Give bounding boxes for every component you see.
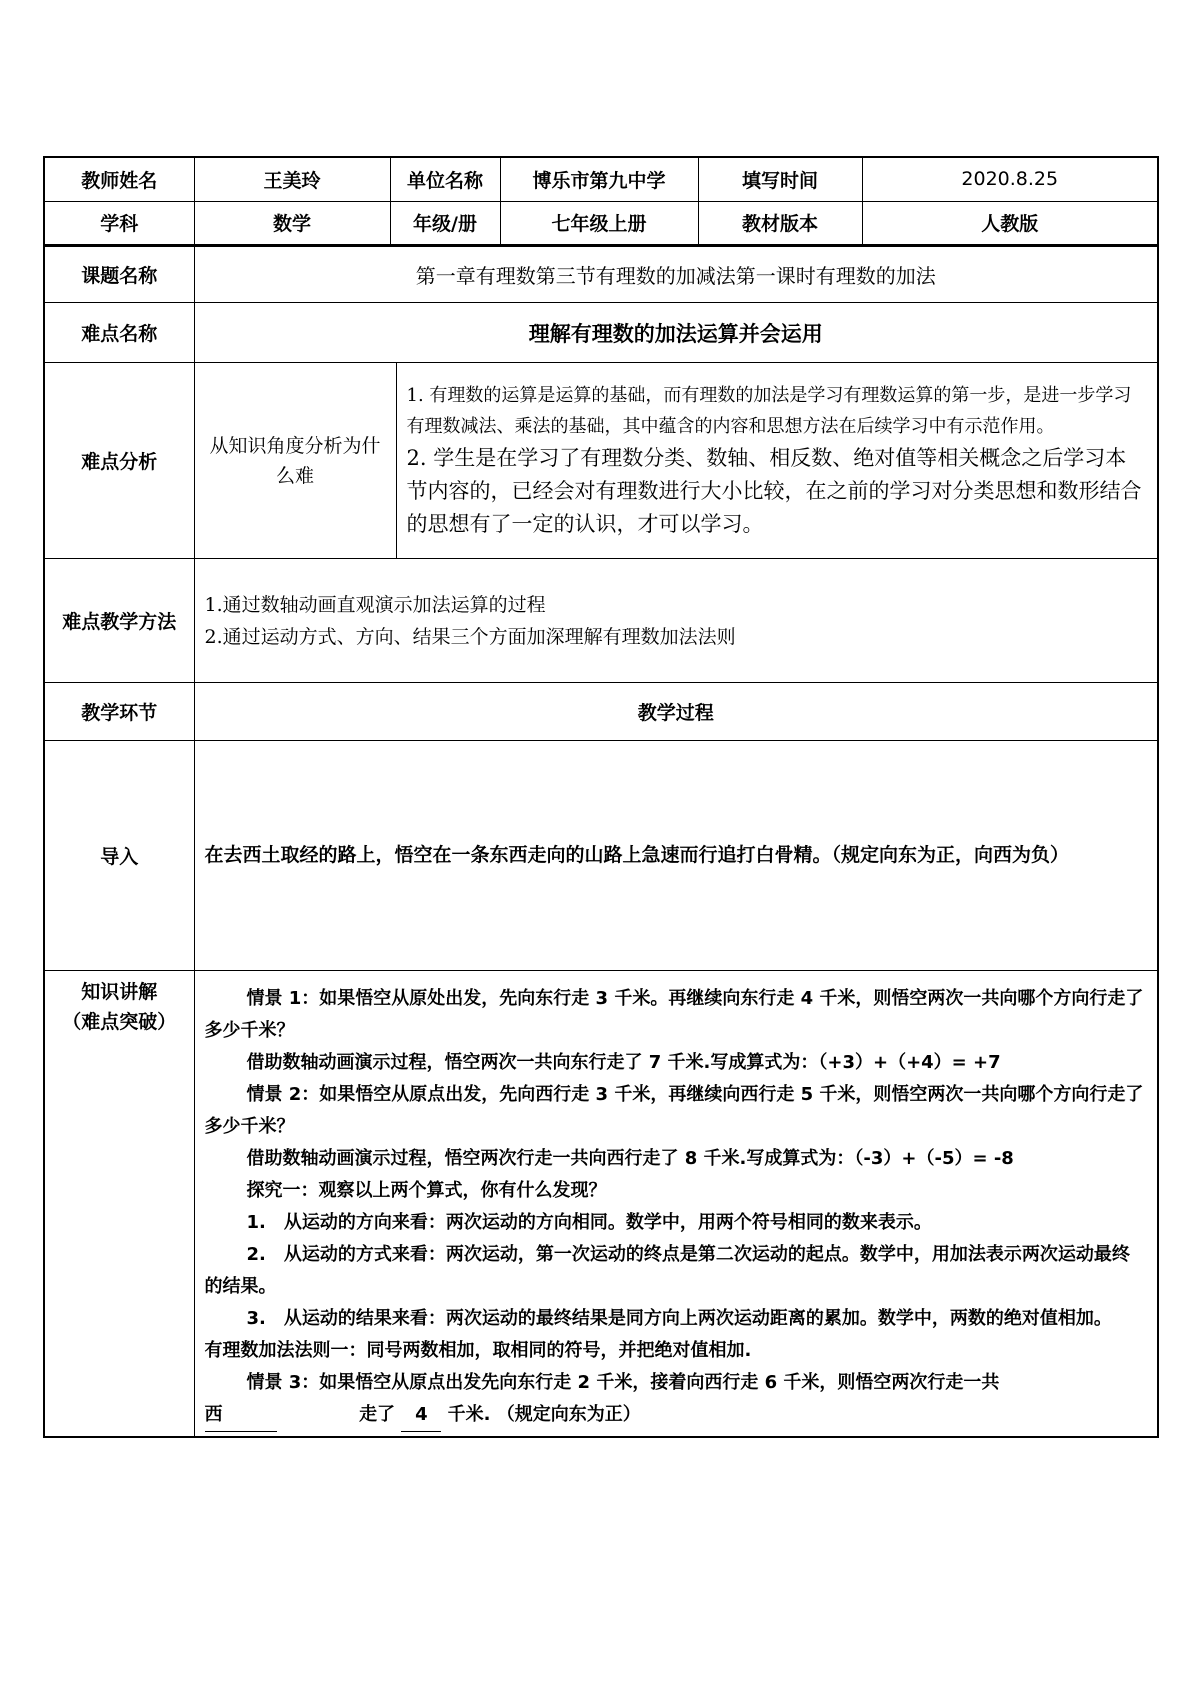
- difficulty-label: 难点名称: [44, 303, 194, 363]
- knowledge-row: [44, 971, 1158, 1438]
- header-table: [43, 156, 1159, 246]
- method-row: [44, 559, 1158, 683]
- intro-label: 导入: [44, 741, 194, 971]
- intro-row: [44, 741, 1158, 971]
- difficulty-value: 理解有理数的加法运算并会运用: [194, 303, 1158, 363]
- process-row: [44, 683, 1158, 741]
- explore-point-3: 3. 从运动的结果来看：两次运动的最终结果是同方向上两次运动距离的累加。数学中，两数的绝对值相加。: [246, 1308, 1112, 1329]
- analysis-paragraph-2: 2. 学生是在学习了有理数分类、数轴、相反数、绝对值等相关概念之后学习本节内容的，已经会对有理数进行大小比较，在之前的学习对分类思想和数形结合的思想有了一定的认识，才可以学习。: [406, 446, 1142, 536]
- subject-label: 学科: [44, 201, 194, 245]
- knowledge-label-line-1: 知识讲解: [81, 981, 158, 1003]
- grade-value: 七年级上册: [500, 201, 698, 245]
- topic-row: [44, 247, 1158, 303]
- scene-2: 情景 2：如果悟空从原点出发，先向西行走 3 千米，再继续向西行走 5 千米，则悟空两次一共向哪个方向行走了多少千米？: [204, 1084, 1144, 1137]
- subject-value: 数学: [194, 201, 390, 245]
- date-value: 2020.8.25: [862, 157, 1158, 201]
- scene-3-fill: [205, 1399, 1148, 1432]
- analysis-label: 难点分析: [44, 363, 194, 559]
- knowledge-content: [194, 971, 1158, 1438]
- grade-label: 年级/册: [390, 201, 500, 245]
- knowledge-label-line-2: （难点突破）: [62, 1011, 177, 1033]
- lesson-form: [43, 156, 1157, 1438]
- analysis-row: [44, 363, 1158, 559]
- header-row-2: [44, 201, 1158, 245]
- teacher-value: 王美玲: [194, 157, 390, 201]
- scene-1-answer: 借助数轴动画演示过程，悟空两次一共向东行走了 7 千米.写成算式为：（+3）+（+4）= +7: [246, 1052, 1001, 1073]
- addition-rule-1: 有理数加法法则一：同号两数相加，取相同的符号，并把绝对值相加.: [204, 1340, 752, 1361]
- explore-point-2: 2. 从运动的方式来看：两次运动，第一次运动的终点是第二次运动的起点。数学中，用加法表示两次运动最终的结果。: [204, 1244, 1130, 1297]
- explore-1: 探究一：观察以上两个算式，你有什么发现？: [246, 1180, 607, 1201]
- scene-3: 情景 3：如果悟空从原点出发先向东行走 2 千米，接着向西行走 6 千米，则悟空两次行走一共: [246, 1372, 1000, 1393]
- edition-label: 教材版本: [698, 201, 862, 245]
- difficulty-row: [44, 303, 1158, 363]
- date-label: 填写时间: [698, 157, 862, 201]
- knowledge-label: [44, 971, 194, 1438]
- scene-3-blank-distance: 4: [401, 1399, 441, 1432]
- topic-value: 第一章有理数第三节有理数的加减法第一课时有理数的加法: [194, 247, 1158, 303]
- topic-label: 课题名称: [44, 247, 194, 303]
- unit-label: 单位名称: [390, 157, 500, 201]
- teacher-label: 教师姓名: [44, 157, 194, 201]
- scene-3-end: 千米. （规定向东为正）: [447, 1404, 641, 1425]
- analysis-paragraph-1: 1. 有理数的运算是运算的基础，而有理数的加法是学习有理数运算的第一步，是进一步学习有理数减法、乘法的基础，其中蕴含的内容和思想方法在后续学习中有示范作用。: [406, 385, 1132, 437]
- analysis-sub-label: 从知识角度分析为什么难: [194, 363, 396, 559]
- process-label: 教学环节: [44, 683, 194, 741]
- scene-3-mid: 走了: [359, 1404, 396, 1425]
- method-line-2: 2.通过运动方式、方向、结果三个方面加深理解有理数加法法则: [204, 625, 736, 648]
- edition-value: 人教版: [862, 201, 1158, 245]
- scene-1: 情景 1：如果悟空从原处出发，先向东行走 3 千米。再继续向东行走 4 千米，则悟空两次一共向哪个方向行走了多少千米？: [204, 988, 1144, 1041]
- header-row-1: [44, 157, 1158, 201]
- scene-2-answer: 借助数轴动画演示过程，悟空两次行走一共向西行走了 8 千米.写成算式为：（-3）+（-5）= -8: [246, 1148, 1014, 1169]
- explore-point-1: 1. 从运动的方向来看：两次运动的方向相同。数学中，用两个符号相同的数来表示。: [246, 1212, 932, 1233]
- method-label: 难点教学方法: [44, 559, 194, 683]
- method-content: [194, 559, 1158, 683]
- body-table: [43, 246, 1159, 1438]
- unit-value: 博乐市第九中学: [500, 157, 698, 201]
- process-value: 教学过程: [194, 683, 1158, 741]
- method-line-1: 1.通过数轴动画直观演示加法运算的过程: [204, 593, 546, 616]
- analysis-content: [396, 363, 1158, 559]
- scene-3-blank-direction: 西: [205, 1399, 277, 1432]
- intro-text: 在去西土取经的路上，悟空在一条东西走向的山路上急速而行追打白骨精。（规定向东为正，向西为负）: [194, 741, 1158, 971]
